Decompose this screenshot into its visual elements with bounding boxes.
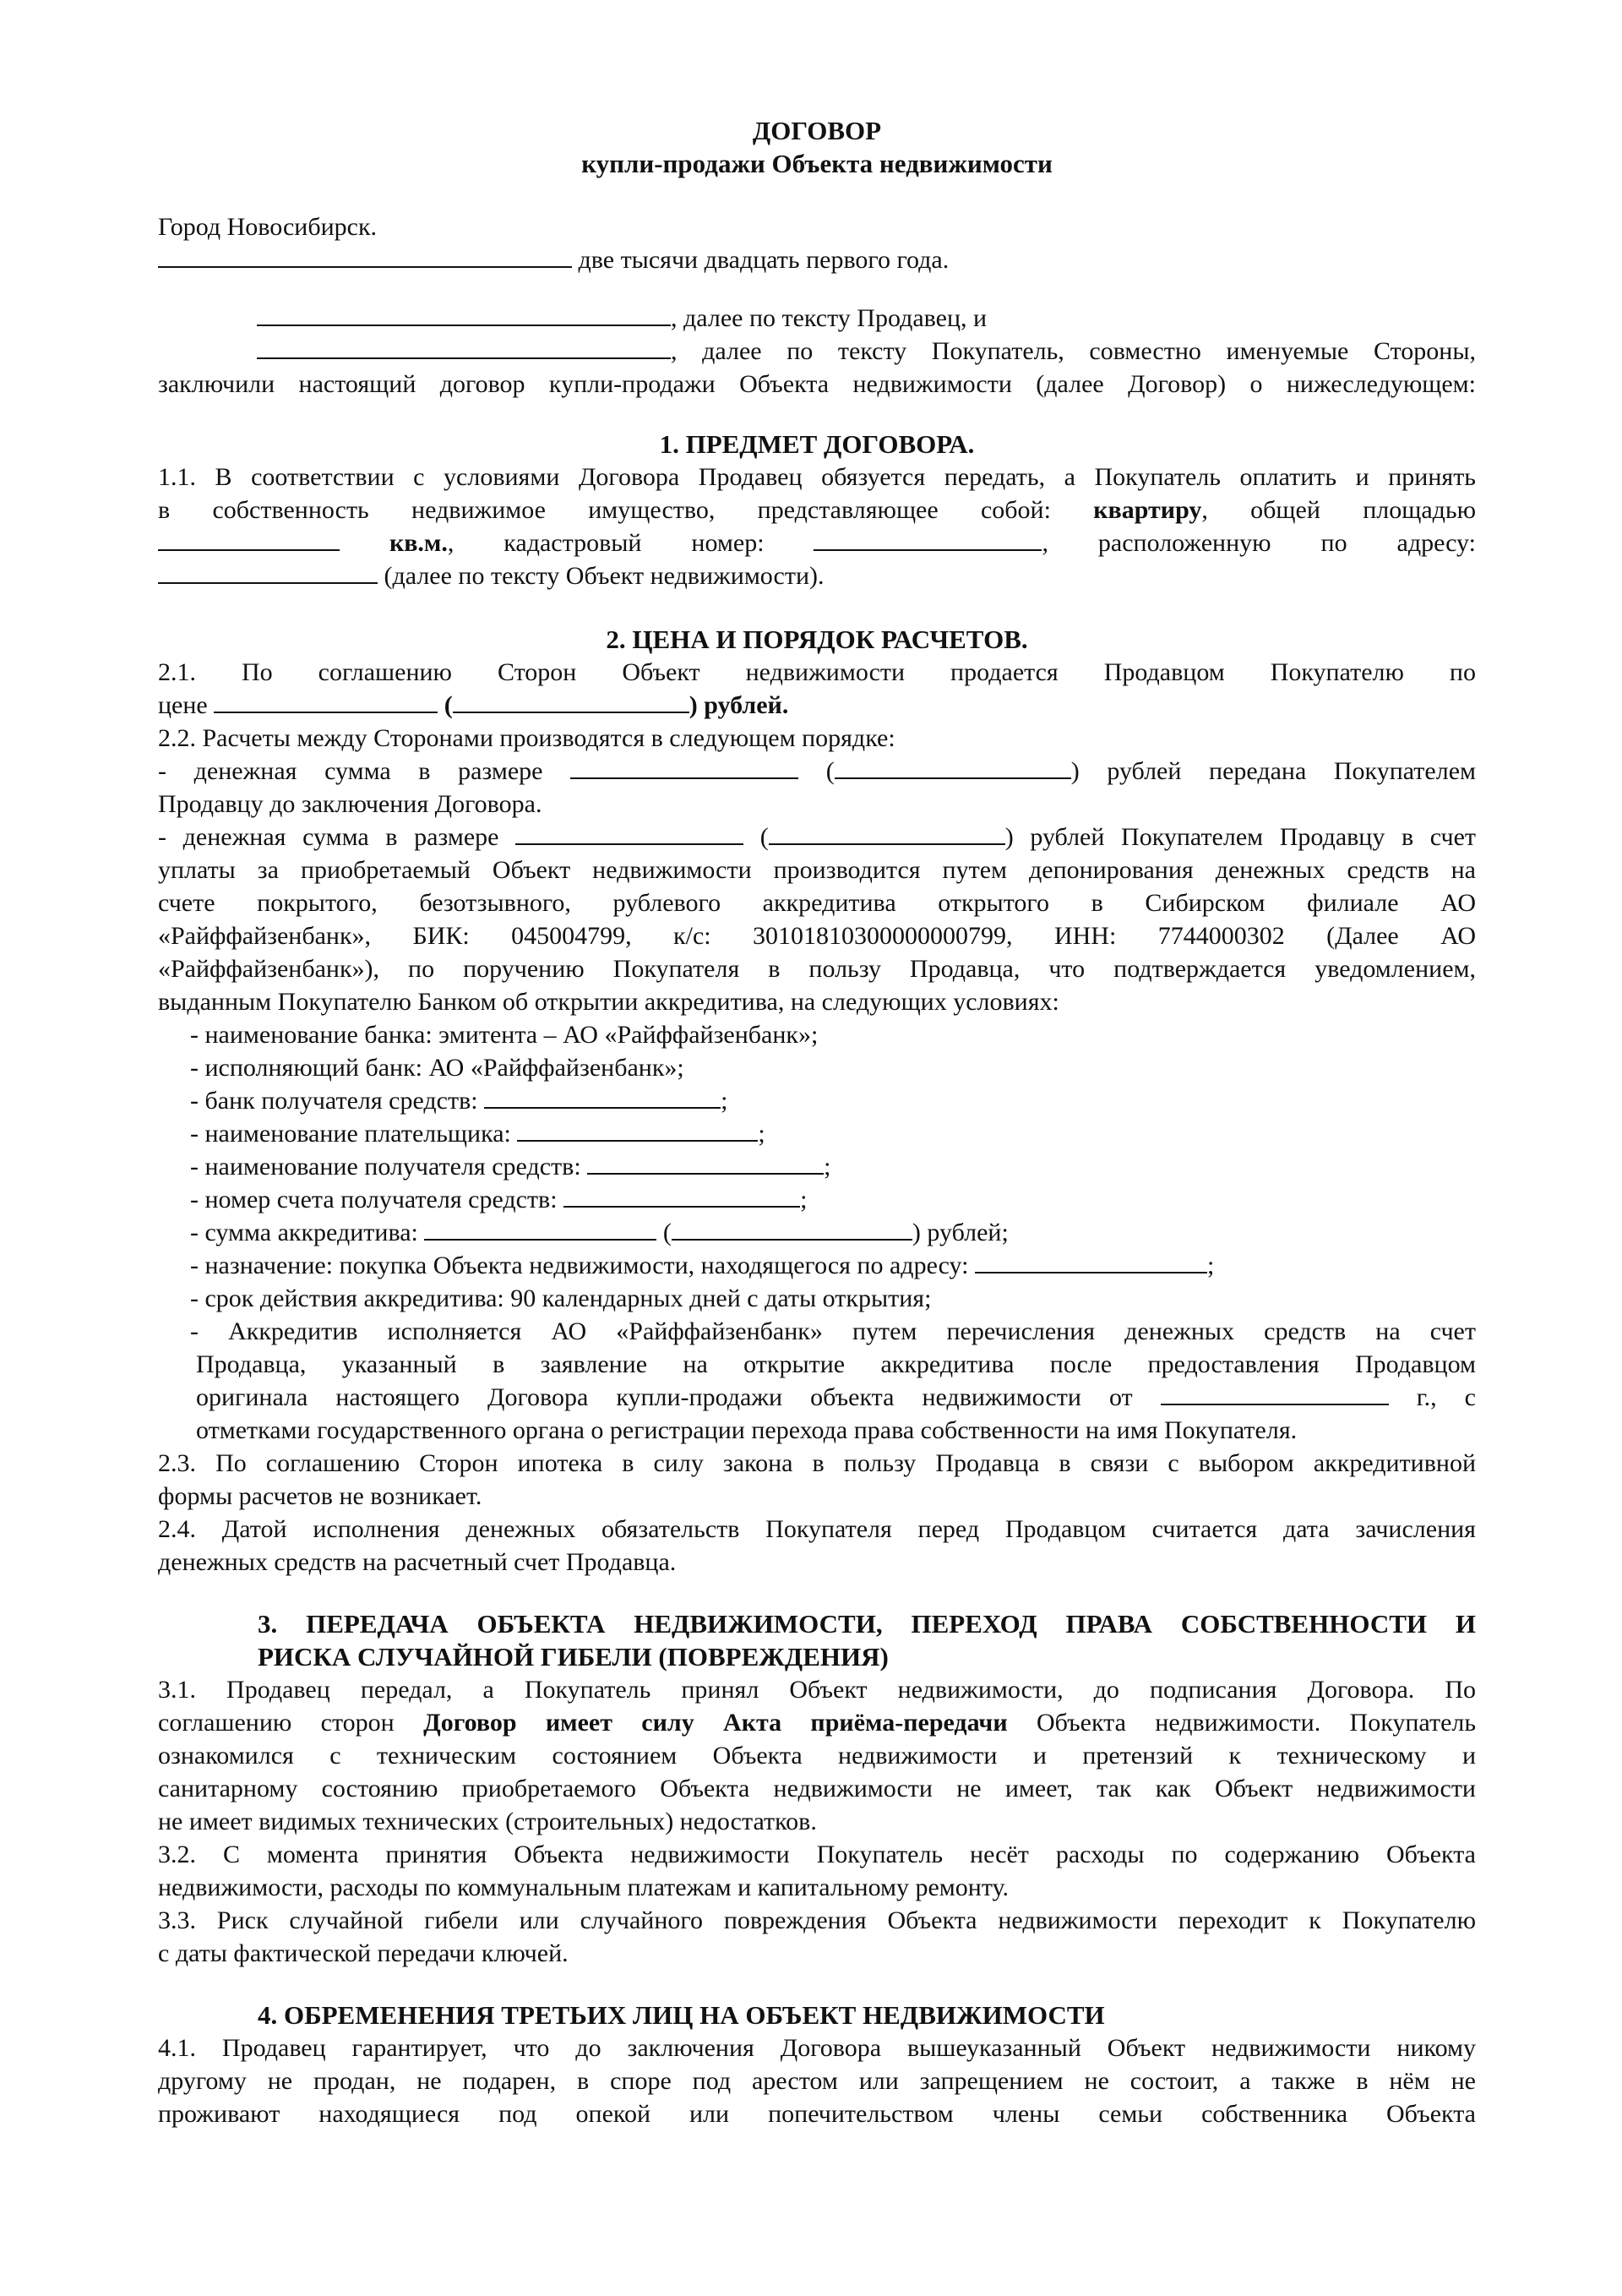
s2-d2-line5: «Райффайзенбанк»), по поручению Покупателя в пользу Продавца, что подтверждается уведомлением, [158, 955, 1476, 983]
s3-p2-line1: 3.2. С момента принятия Объекта недвижимости Покупатель несёт расходы по содержанию Объекта [158, 1841, 1476, 1868]
account-number-blank [563, 1184, 800, 1208]
s2-p1-line1: 2.1. По соглашению Сторон Объект недвижимости продается Продавцом Покупателю по [158, 658, 1476, 686]
text-span: - наименование плательщика: [190, 1120, 511, 1148]
text-bold: квартиру [1093, 496, 1202, 524]
s3-p1-line5: не имеет видимых технических (строительных) недостатков. [158, 1808, 817, 1835]
text-span: - номер счета получателя средств: [190, 1186, 558, 1213]
section-2-heading: 2. ЦЕНА И ПОРЯДОК РАСЧЕТОВ. [606, 624, 1028, 654]
buyer-blank [257, 335, 671, 359]
s2-p4-line1: 2.4. Датой исполнения денежных обязательств Покупателя перед Продавцом считается дата зачисления [158, 1515, 1476, 1543]
accr-item-10-line2: Продавца, указанный в заявление на открытие аккредитива после предоставления Продавцом [196, 1350, 1476, 1378]
area-blank [158, 527, 340, 551]
s4-p1-line3: проживают находящиеся под опекой или попечительством члены семьи собственника Объекта [158, 2100, 1476, 2128]
seller-blank [257, 303, 671, 326]
receiver-bank-blank [484, 1085, 721, 1109]
accr-item-8: - назначение: покупка Объекта недвижимости, находящегося по адресу: ; [190, 1252, 1215, 1279]
s4-p1-line2: другому не продан, не подарен, в споре под арестом или запрещением не состоит, а также в нём не [158, 2067, 1476, 2095]
text-span: оригинала настоящего Договора купли-продажи объекта недвижимости от [196, 1383, 1133, 1411]
text-span: соглашению сторон [158, 1709, 395, 1737]
concluded-line: заключили настоящий договор купли-продажи Объекта недвижимости (далее Договор) о нижеследующем: [158, 370, 1476, 398]
s2-d1-line2: Продавцу до заключения Договора. [158, 790, 542, 818]
accr-item-1: - наименование банка: эмитента – АО «Райффайзенбанк»; [190, 1021, 819, 1049]
date-blank [158, 244, 572, 268]
accr-item-4: - наименование плательщика: ; [190, 1120, 765, 1148]
sum1-blank [570, 755, 798, 779]
s3-p1-line2 [158, 1706, 1476, 1739]
text-span: цене [158, 691, 208, 719]
accr-sum-words-blank [672, 1217, 912, 1241]
date-line [158, 243, 1476, 276]
accr-item-5: - наименование получателя средств: ; [190, 1153, 831, 1181]
cadastral-blank [814, 527, 1042, 551]
text-span: рублей передана Покупателем [1107, 757, 1477, 785]
s4-p1-line1: 4.1. Продавец гарантирует, что до заключения Договора вышеуказанный Объект недвижимости никому [158, 2034, 1476, 2062]
accr-item-9: - срок действия аккредитива: 90 календарных дней с даты открытия; [190, 1284, 932, 1312]
date-text: две тысячи двадцать первого года. [578, 246, 950, 274]
purpose-address-blank [975, 1250, 1207, 1273]
s2-p3-line2: формы расчетов не возникает. [158, 1482, 482, 1510]
s3-p1-line1: 3.1. Продавец передал, а Покупатель принял Объект недвижимости, до подписания Договора. По [158, 1676, 1476, 1704]
s1-p1-line4 [158, 559, 1476, 592]
doc-subtitle: купли-продажи Объекта недвижимости [581, 149, 1053, 178]
buyer-line [158, 335, 1476, 368]
text-span: рублей Покупателем Продавцу в счет [1030, 823, 1477, 851]
text-span: - назначение: покупка Объекта недвижимости, находящегося по адресу: [190, 1252, 969, 1279]
text-span: , расположенную по адресу: [1042, 529, 1476, 557]
s1-p1-line2 [158, 494, 1476, 526]
accr-item-10-line3 [158, 1381, 1476, 1414]
price-words: ( ) [444, 691, 698, 719]
section-3-heading-line2: РИСКА СЛУЧАЙНОЙ ГИБЕЛИ (ПОВРЕЖДЕНИЯ) [258, 1642, 889, 1672]
text-bold: кв.м. [389, 529, 448, 557]
sum1-words-blank [835, 755, 1071, 779]
s1-p1-line1: 1.1. В соответствии с условиями Договора Продавец обязуется передать, а Покупатель оплатить и принять [158, 463, 1476, 491]
text-span: - денежная сумма в размере [158, 757, 543, 785]
price-blank [214, 690, 438, 713]
city-line: Город Новосибирск. [158, 213, 378, 241]
s1-p1-line3 [158, 526, 1476, 559]
accr-sum-blank [424, 1217, 656, 1241]
accr-item-6: - номер счета получателя средств: ; [190, 1186, 808, 1213]
section-1-heading: 1. ПРЕДМЕТ ДОГОВОРА. [659, 429, 975, 459]
document-body [158, 114, 1476, 2130]
receiver-name-blank [587, 1151, 824, 1175]
payer-blank [517, 1118, 758, 1142]
text-span: (далее по тексту Объект недвижимости). [384, 562, 825, 590]
seller-text: , далее по тексту Продавец, и [671, 304, 988, 332]
section-3-heading-line1: 3. ПЕРЕДАЧА ОБЪЕКТА НЕДВИЖИМОСТИ, ПЕРЕХОД ПРАВА СОБСТВЕННОСТИ И [258, 1609, 1476, 1639]
contract-date-blank [1161, 1382, 1389, 1405]
text-span: - сумма аккредитива: [190, 1219, 418, 1246]
sum2-blank [515, 821, 743, 845]
accr-item-3: - банк получателя средств: ; [190, 1087, 728, 1115]
price-words-blank [453, 690, 689, 713]
s2-p1-line2 [158, 689, 1476, 722]
s3-p2-line2: недвижимости, расходы по коммунальным платежам и капитальному ремонту. [158, 1873, 1010, 1901]
text-span: - наименование получателя средств: [190, 1153, 581, 1181]
s2-d2-line6: выданным Покупателю Банком об открытии аккредитива, на следующих условиях: [158, 988, 1059, 1016]
s3-p1-line4: санитарному состоянию приобретаемого Объекта недвижимости не имеет, так как Объект недвижимости [158, 1775, 1476, 1802]
accr-item-2: - исполняющий банк: АО «Райффайзенбанк»; [190, 1054, 684, 1082]
accr-item-7: - сумма аккредитива: ( ) рублей; [190, 1219, 1009, 1246]
s2-d2-line2: уплаты за приобретаемый Объект недвижимости производится путем депонирования денежных средств на [158, 856, 1476, 884]
section-4-heading: 4. ОБРЕМЕНЕНИЯ ТРЕТЬИХ ЛИЦ НА ОБЪЕКТ НЕДВИЖИМОСТИ [258, 2000, 1105, 2030]
s3-p3-line1: 3.3. Риск случайной гибели или случайного повреждения Объекта недвижимости переходит к Покупателю [158, 1906, 1476, 1934]
text-span: рублей; [927, 1219, 1009, 1246]
text-span: г., с [1416, 1383, 1476, 1411]
s3-p3-line2: с даты фактической передачи ключей. [158, 1939, 569, 1967]
text-bold: рублей. [704, 691, 789, 719]
text-span: - денежная сумма в размере [158, 823, 499, 851]
buyer-text: , далее по тексту Покупатель, совместно именуемые Стороны, [671, 337, 1476, 365]
seller-line [158, 302, 1476, 335]
text-span: , общей площадью [1201, 496, 1476, 524]
text-span: - банк получателя средств: [190, 1087, 478, 1115]
text-bold: Договор имеет силу Акта приёма-передачи [423, 1709, 1008, 1737]
accr-item-10-line4: отметками государственного органа о регистрации перехода права собственности на имя Покупателя. [196, 1416, 1298, 1444]
s2-d2-line1: - денежная сумма в размере ( ) рублей Покупателем Продавцу в счет [158, 823, 1477, 851]
s2-d2-line4: «Райффайзенбанк», БИК: 045004799, к/с: 30101810300000000799, ИНН: 7744000302 (Далее АО [158, 922, 1476, 950]
address-blank [158, 560, 378, 584]
text-span: в собственность недвижимое имущество, представляющее собой: [158, 496, 1051, 524]
sum2-words-blank [769, 821, 1005, 845]
s2-p4-line2: денежных средств на расчетный счет Продавца. [158, 1548, 677, 1576]
doc-title: ДОГОВОР [752, 116, 882, 145]
text-span: , кадастровый номер: [447, 529, 765, 557]
s2-d2-line3: счете покрытого, безотзывного, рублевого аккредитива открытого в Сибирском филиале АО [158, 889, 1476, 917]
text-span: Объекта недвижимости. Покупатель [1036, 1709, 1477, 1737]
accr-item-10-line1: - Аккредитив исполняется АО «Райффайзенбанк» путем перечисления денежных средств на счет [190, 1317, 1476, 1345]
s3-p1-line3: ознакомился с техническим состоянием Объекта недвижимости и претензий к техническому и [158, 1742, 1476, 1770]
s2-p3-line1: 2.3. По соглашению Сторон ипотека в силу закона в пользу Продавца в связи с выбором аккредитивной [158, 1449, 1476, 1477]
s2-d1-line1: - денежная сумма в размере ( ) рублей передана Покупателем [158, 757, 1477, 785]
s2-p2: 2.2. Расчеты между Сторонами производятся в следующем порядке: [158, 724, 895, 752]
